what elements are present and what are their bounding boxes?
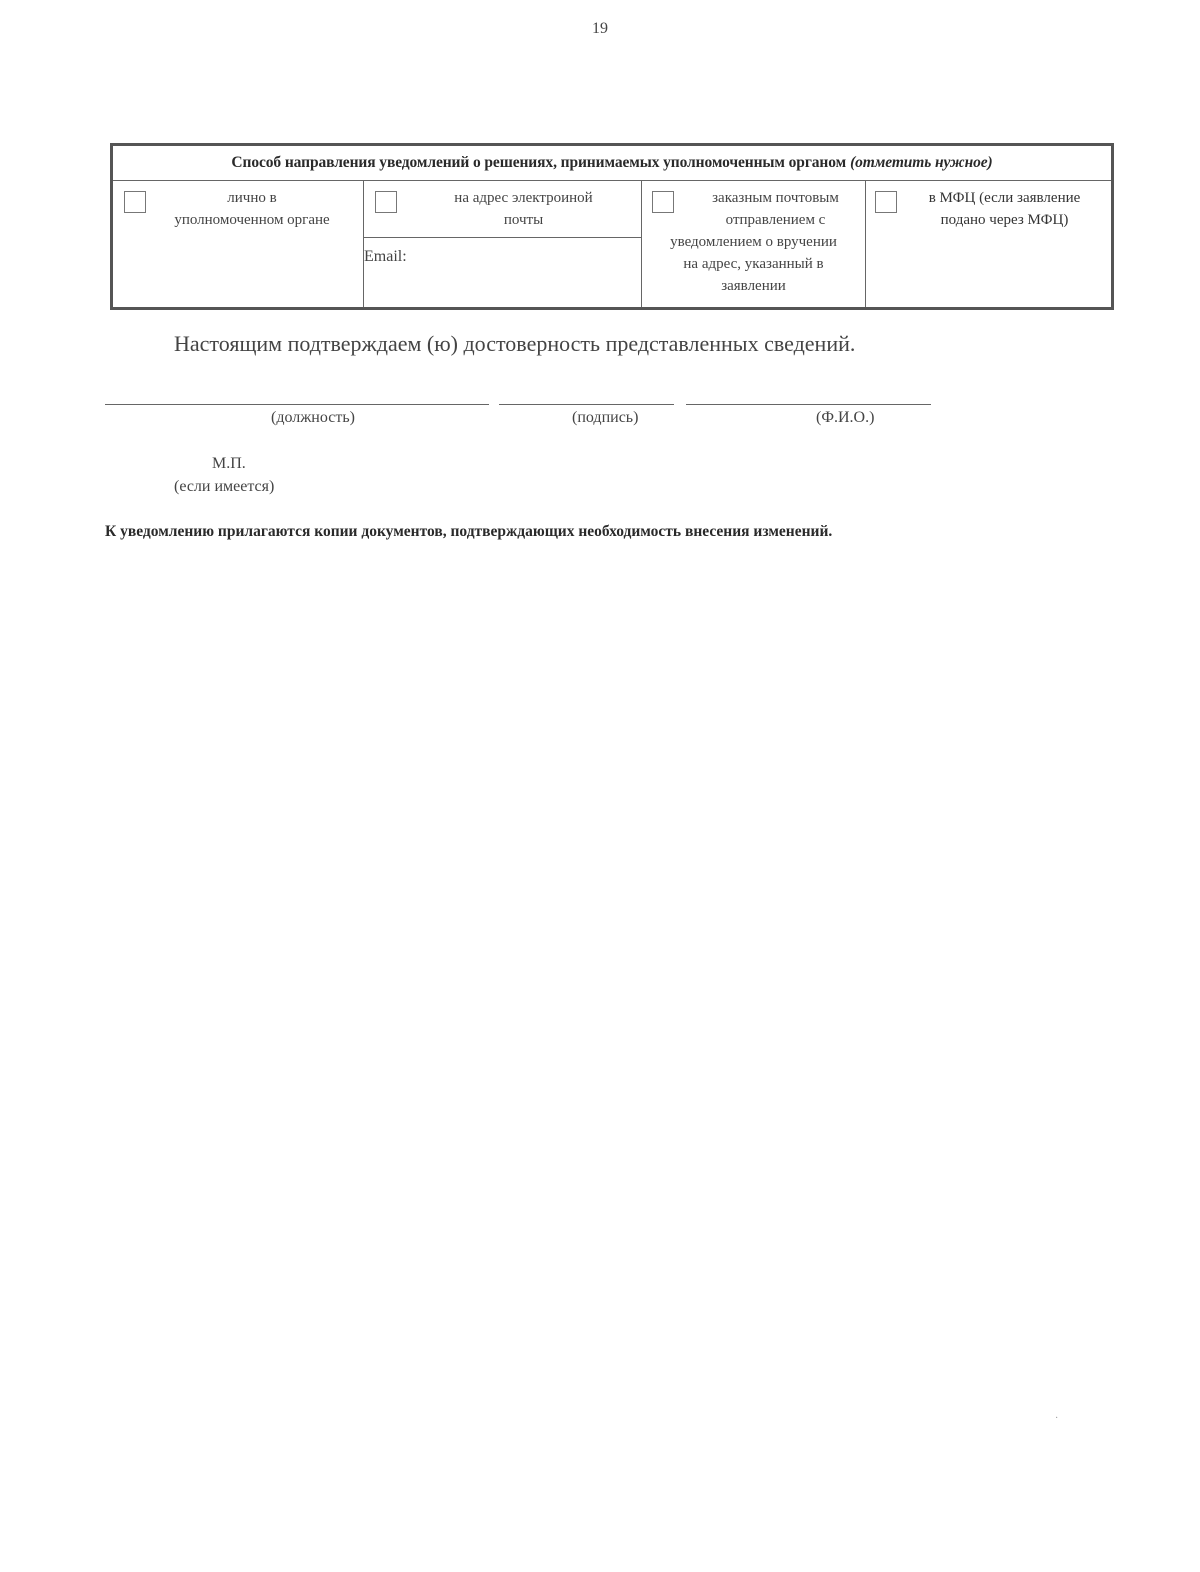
name-line <box>686 404 931 405</box>
option-registered-mail <box>642 181 866 307</box>
table-header-hint: (отметить нужное) <box>850 154 993 171</box>
checkbox-mfc[interactable] <box>875 191 897 213</box>
stamp-note: (если имеется) <box>174 478 275 495</box>
option-in-person-label: лично в уполномоченном органе <box>174 190 330 228</box>
option-mfc-label: в МФЦ (если заявление подано через МФЦ) <box>928 190 1081 228</box>
option-registered-mail-label: заказным почтовым отправлением с уведомлением о вручении на адрес, указанный в заявлении <box>670 190 839 294</box>
scan-speck: · <box>1055 1413 1059 1424</box>
option-email <box>364 181 642 307</box>
signature-caption: (подпись) <box>572 409 639 426</box>
table-header <box>113 146 1111 181</box>
confirmation-statement: Настоящим подтверждаем (ю) достоверность представленных сведений. <box>174 331 856 356</box>
option-email-label: на адрес электроиной почты <box>454 190 593 228</box>
option-mfc <box>866 181 1111 307</box>
option-in-person <box>113 181 364 307</box>
page-number: 19 <box>592 20 608 37</box>
stamp-label: М.П. <box>212 455 246 472</box>
options-row <box>113 181 1111 307</box>
table-header-title: Способ направления уведомлений о решениях, принимаемых уполномоченным органом <box>231 154 847 171</box>
name-caption: (Ф.И.О.) <box>816 409 875 426</box>
email-divider <box>364 237 641 238</box>
position-line <box>105 404 489 405</box>
position-caption: (должность) <box>271 409 355 426</box>
checkbox-email[interactable] <box>375 191 397 213</box>
attachments-note: К уведомлению прилагаются копии документов, подтверждающих необходимость внесения изменений. <box>105 523 833 540</box>
notification-method-table <box>110 143 1114 310</box>
signature-line <box>499 404 674 405</box>
email-field[interactable]: Email: <box>364 248 407 265</box>
